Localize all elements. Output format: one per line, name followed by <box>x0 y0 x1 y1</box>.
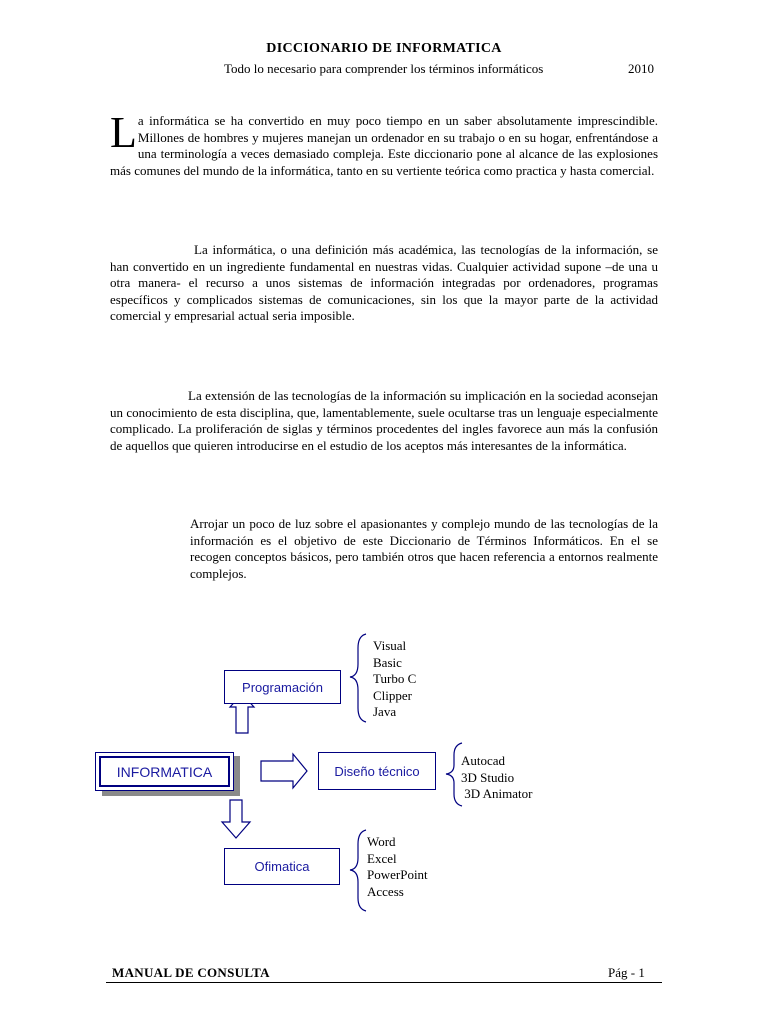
ofimatica-list <box>367 834 428 900</box>
list-item: 3D Studio <box>461 769 515 785</box>
diseno-list <box>461 753 533 803</box>
arrow-right-icon <box>261 754 307 788</box>
root-box-label: INFORMATICA <box>99 756 230 787</box>
list-item: Word <box>367 834 396 849</box>
arrow-down-icon <box>222 800 250 838</box>
list-item: Basic <box>373 654 402 670</box>
paragraph-4: Arrojar un poco de luz sobre el apasionantes y complejo mundo de las tecnologías de la información es el objetivo de este Diccionario de Términos Informáticos. En el se recogen conceptos básicos, pero también otros que hacen referencia a entornos realmente complejos. <box>190 516 658 581</box>
paragraph-3: La extensión de las tecnologías de la información su implicación en la sociedad aconsejan un conocimiento de esta disciplina, que, lamentablemente, suele ocultarse tras un lenguaje especialmente complicado. La proliferación de siglas y términos procedentes del ingles favorece aun más la confusión de aquellos que quieren introducirse en el estudio de los aceptos más interesantes de la informática. <box>110 388 658 453</box>
list-item: Turbo C <box>373 671 417 686</box>
brace-ofimatica-icon <box>350 830 366 911</box>
programacion-list <box>373 638 416 721</box>
ofimatica-box: Ofimatica <box>224 848 340 885</box>
root-box <box>95 752 234 791</box>
list-item: Java <box>373 704 397 719</box>
list-item: 3D Animator <box>461 786 533 801</box>
diseno-box: Diseño técnico <box>318 752 436 790</box>
document-year: 2010 <box>628 61 654 76</box>
list-item: Excel <box>367 850 397 866</box>
paragraph-2: La informática, o una definición más académica, las tecnologías de la información, se han convertido en un ingrediente fundamental en nuestras vidas. Cualquier actividad supone –de una u otra manera- el recurso a unos sistemas de información integradas por ordenadores, programas específicos y complicados sistemas de comunicaciones, sin los que la mayor parte de la actividad comercial y empresarial actual seria imposible. <box>110 242 658 323</box>
list-item: Clipper <box>373 687 412 703</box>
footer-manual-label: MANUAL DE CONSULTA <box>112 965 270 980</box>
paragraph-intro-text: a informática se ha convertido en muy poco tiempo en un saber absolutamente imprescindible. Millones de hombres y mujeres manejan un ordenador en su trabajo o en su hogar, enfrentándose a una terminología a veces demasiado compleja. Este diccionario pone al alcance de las explosiones más comunes del mundo de la informática, tanto en su vertiente teórica como practica y hasta comercial. <box>110 113 658 178</box>
drop-cap: L <box>110 108 137 157</box>
footer-divider <box>106 982 662 983</box>
footer-page-number: Pág - 1 <box>608 965 645 980</box>
list-item: PowerPoint <box>367 867 428 882</box>
list-item: Access <box>367 883 404 899</box>
brace-programacion-icon <box>350 634 366 722</box>
paragraph-intro <box>110 108 658 179</box>
list-item: Autocad <box>461 753 506 768</box>
document-title: DICCIONARIO DE INFORMATICA <box>266 41 502 56</box>
programacion-box: Programación <box>224 670 341 704</box>
list-item: Visual <box>373 638 407 653</box>
document-subtitle: Todo lo necesario para comprender los términos informáticos <box>224 61 544 76</box>
brace-diseno-icon <box>446 743 462 806</box>
